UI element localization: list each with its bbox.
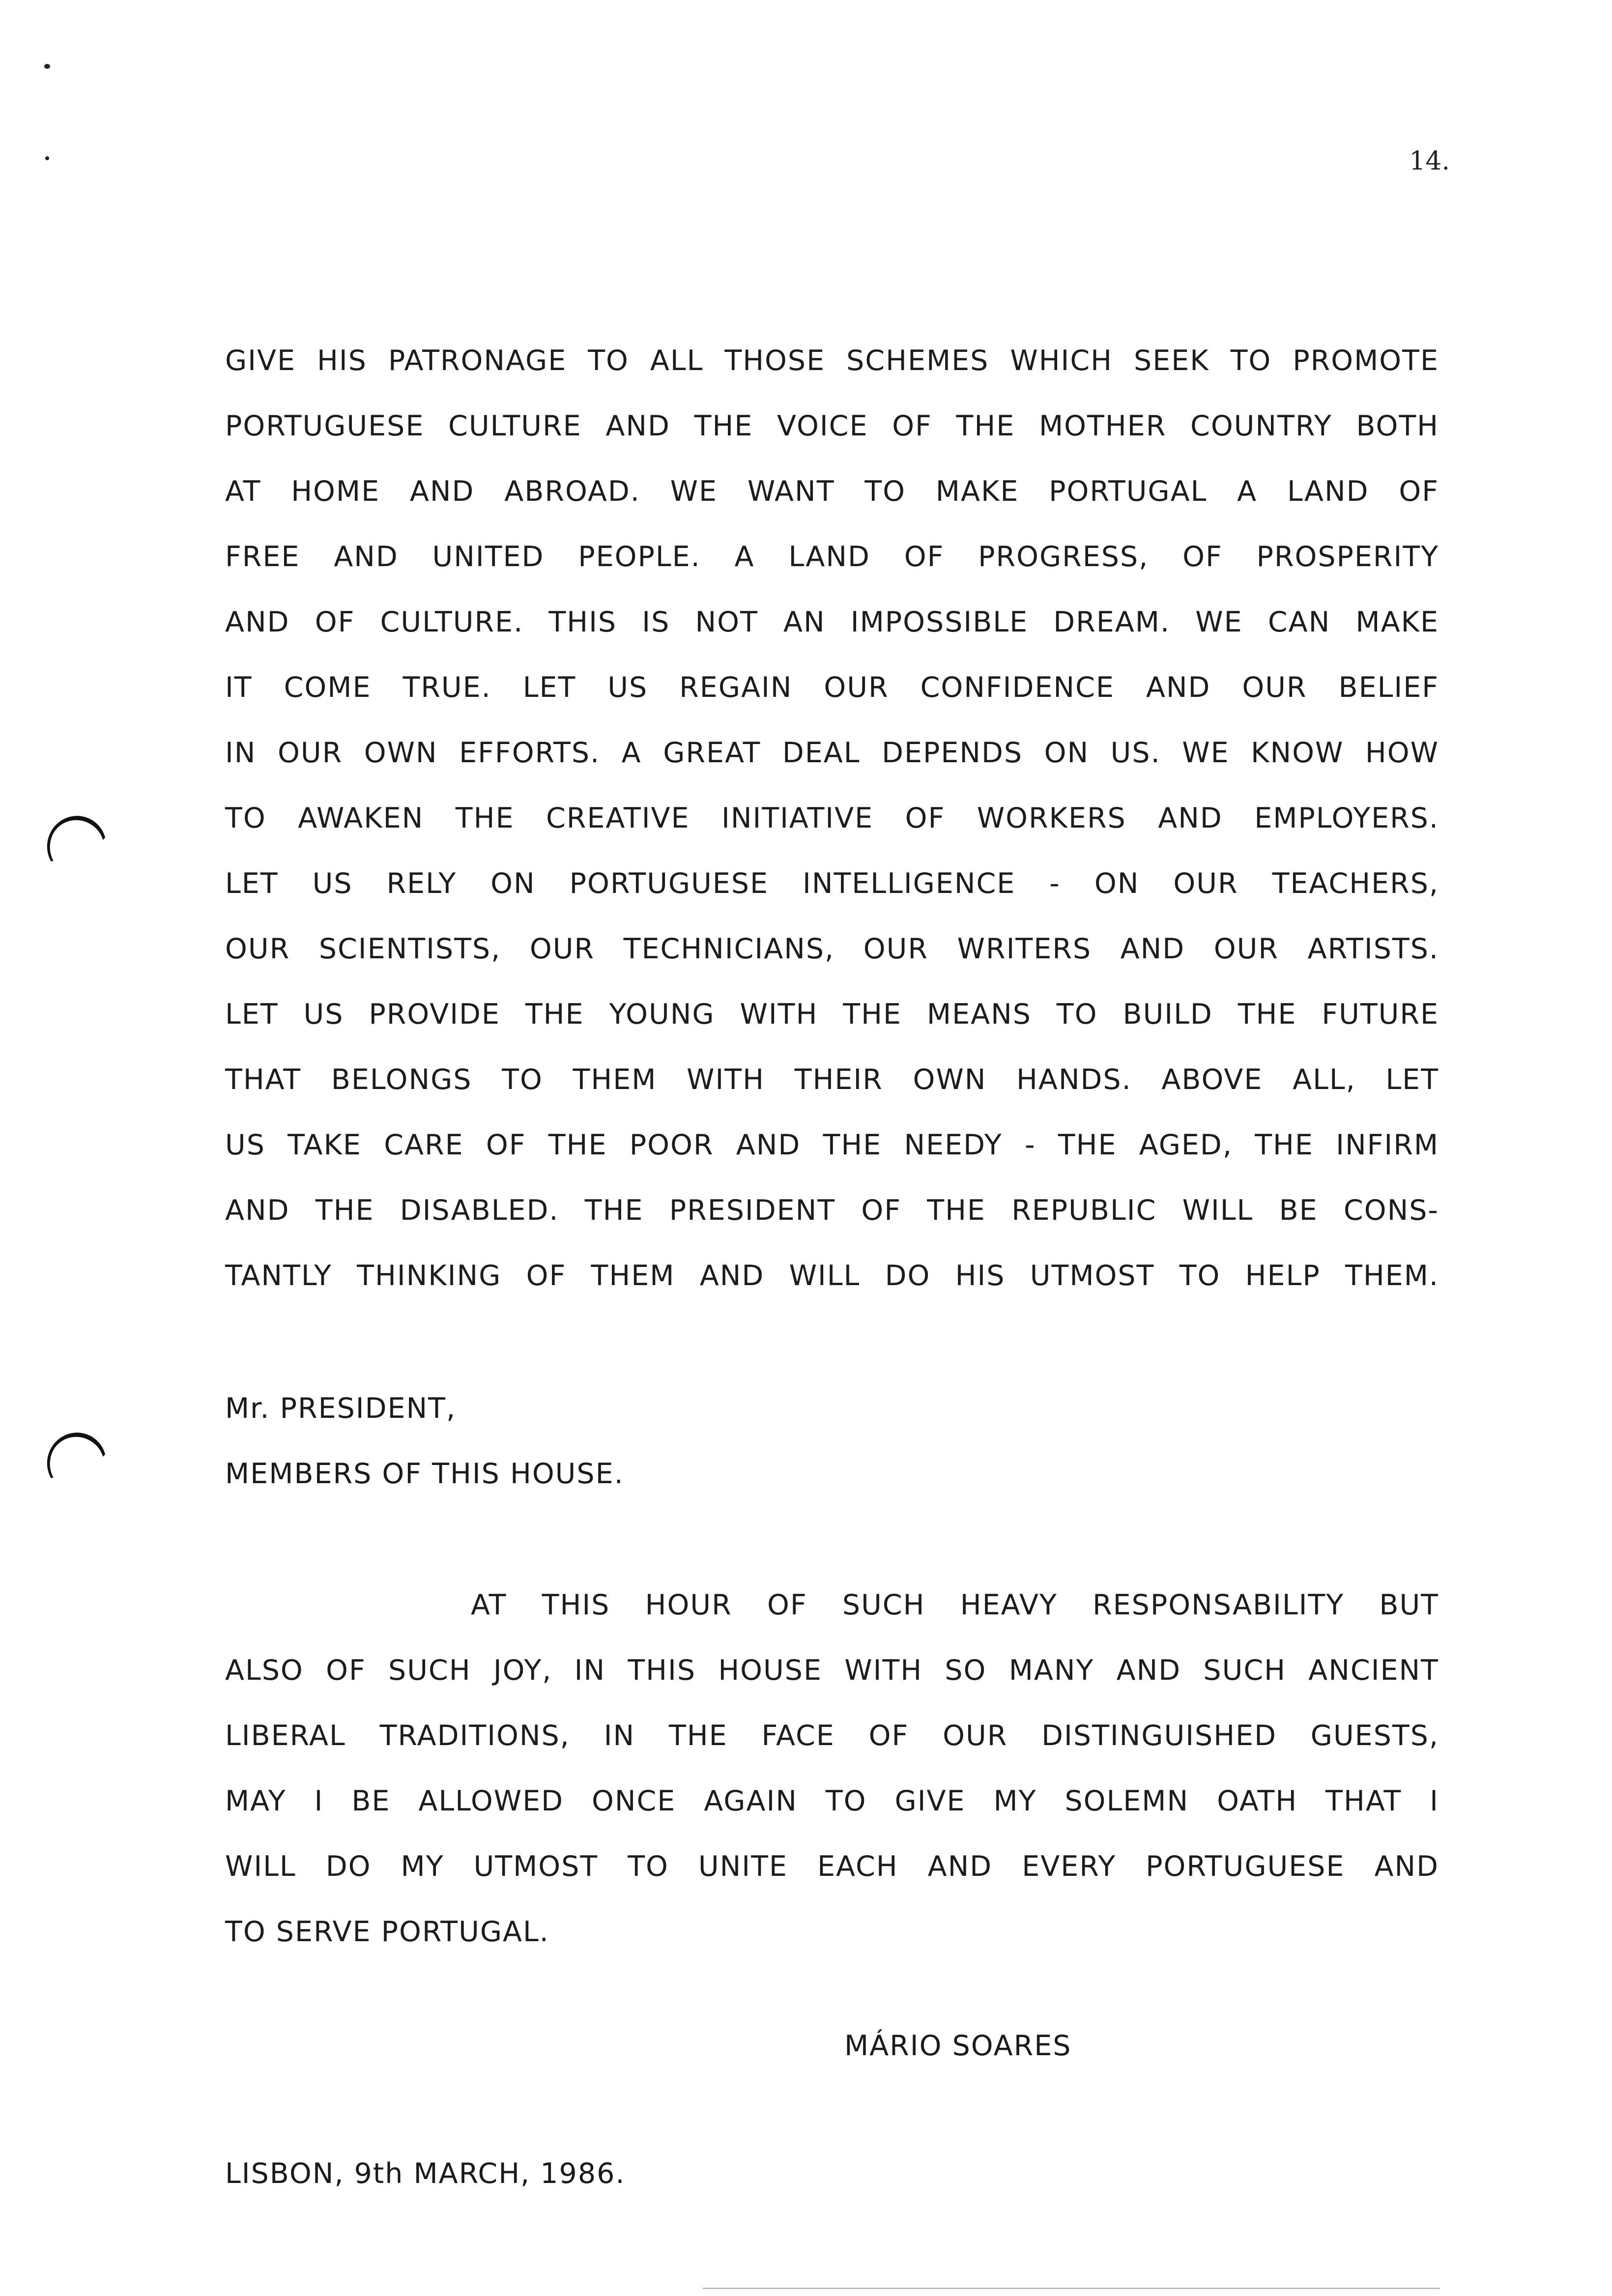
text-line: AND THE DISABLED. THE PRESIDENT OF THE REPUBLIC WILL BE CONS- <box>225 1194 1439 1227</box>
text-line: LET US RELY ON PORTUGUESE INTELLIGENCE - ON OUR TEACHERS, <box>225 867 1439 900</box>
text-line: US TAKE CARE OF THE POOR AND THE NEEDY - THE AGED, THE INFIRM <box>225 1129 1439 1161</box>
paragraph-1 <box>225 328 1439 1309</box>
text-line: TO AWAKEN THE CREATIVE INITIATIVE OF WORKERS AND EMPLOYERS. <box>225 802 1439 834</box>
text-line: AT HOME AND ABROAD. WE WANT TO MAKE PORTUGAL A LAND OF <box>225 475 1439 508</box>
text-line: LET US PROVIDE THE YOUNG WITH THE MEANS TO BUILD THE FUTURE <box>225 998 1439 1031</box>
text-line: WILL DO MY UTMOST TO UNITE EACH AND EVERY PORTUGUESE AND <box>225 1850 1439 1883</box>
text-line: IN OUR OWN EFFORTS. A GREAT DEAL DEPENDS ON US. WE KNOW HOW <box>225 737 1439 769</box>
text-line: AND OF CULTURE. THIS IS NOT AN IMPOSSIBLE DREAM. WE CAN MAKE <box>225 606 1439 638</box>
page-number: 14. <box>1409 146 1450 176</box>
text-line: LIBERAL TRADITIONS, IN THE FACE OF OUR DISTINGUISHED GUESTS, <box>225 1720 1439 1752</box>
text-line: TO SERVE PORTUGAL. <box>225 1916 549 1948</box>
salutation-line: MEMBERS OF THIS HOUSE. <box>225 1458 624 1490</box>
paragraph-2 <box>225 1573 1439 1965</box>
text-line: THAT BELONGS TO THEM WITH THEIR OWN HANDS. ABOVE ALL, LET <box>225 1063 1439 1096</box>
text-line: MAY I BE ALLOWED ONCE AGAIN TO GIVE MY SOLEMN OATH THAT I <box>225 1785 1439 1817</box>
text-line: OUR SCIENTISTS, OUR TECHNICIANS, OUR WRITERS AND OUR ARTISTS. <box>225 933 1439 965</box>
scan-speck <box>44 64 50 69</box>
text-line: TANTLY THINKING OF THEM AND WILL DO HIS UTMOST TO HELP THEM. <box>225 1260 1439 1292</box>
text-line: GIVE HIS PATRONAGE TO ALL THOSE SCHEMES WHICH SEEK TO PROMOTE <box>225 344 1439 377</box>
salutation <box>225 1376 624 1507</box>
text-line: ALSO OF SUCH JOY, IN THIS HOUSE WITH SO MANY AND SUCH ANCIENT <box>225 1654 1439 1687</box>
punch-hole-mark <box>39 807 115 885</box>
text-line: PORTUGUESE CULTURE AND THE VOICE OF THE MOTHER COUNTRY BOTH <box>225 410 1439 442</box>
salutation-line: Mr. PRESIDENT, <box>225 1392 457 1425</box>
scan-speck <box>45 156 49 160</box>
punch-hole-mark <box>39 1424 115 1501</box>
place-date: LISBON, 9th MARCH, 1986. <box>225 2157 626 2190</box>
text-line: IT COME TRUE. LET US REGAIN OUR CONFIDENCE AND OUR BELIEF <box>225 671 1439 704</box>
text-line: FREE AND UNITED PEOPLE. A LAND OF PROGRESS, OF PROSPERITY <box>225 541 1439 573</box>
scan-edge-line <box>703 2288 1440 2289</box>
signature-name: MÁRIO SOARES <box>844 2030 1072 2062</box>
text-line: AT THIS HOUR OF SUCH HEAVY RESPONSABILITY BUT <box>471 1589 1439 1621</box>
